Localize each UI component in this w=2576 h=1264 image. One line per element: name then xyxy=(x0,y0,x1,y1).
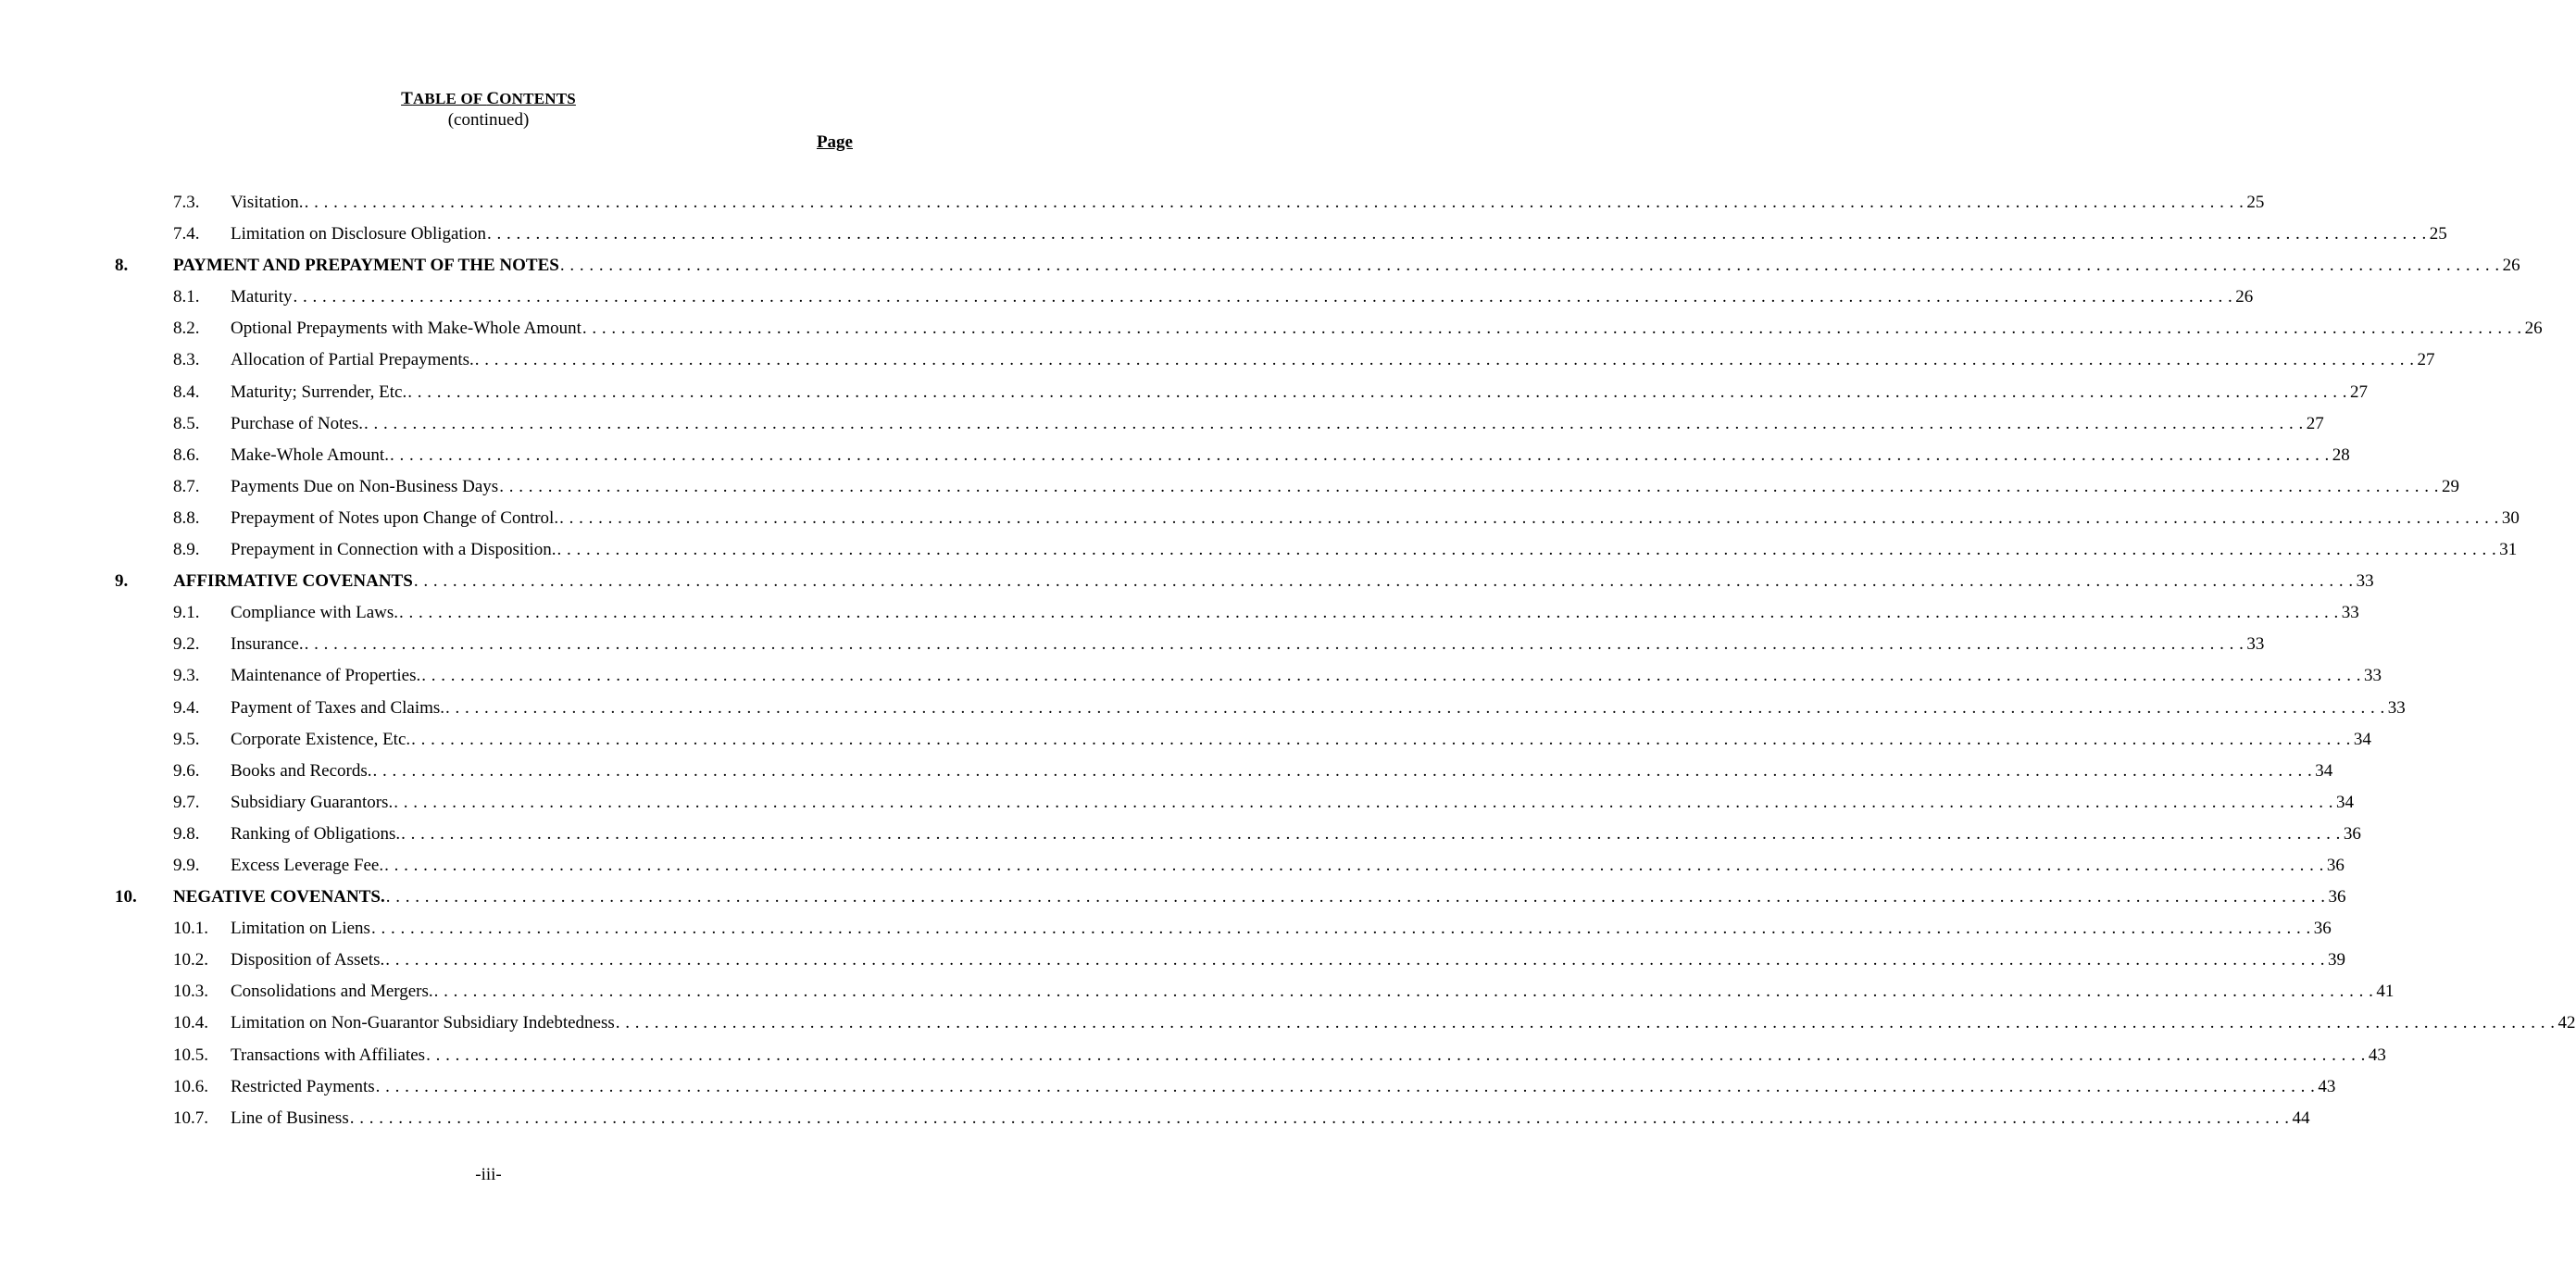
toc-dot-leader: . . . . . . . . . . . . . . . . . . . . . . . . . . . . . . . . . . . . . . . . . . . . . . . . . . . . . . . . . . . . . . . . . . . . . . . . . . . . . . . . . . . . . . . . . . . . . . . . . . . . . . . . . . . . . . . . . . . . . . . . . . . . . . . . . . . . . . . . . . . . . . . . . . . . . . . . . . . . . . . . . . . . . . . . . . . . . . . . . . . . . . . . . . . . . . . . . . . . . . . . xyxy=(499,476,2439,496)
toc-dot-leader: . . . . . . . . . . . . . . . . . . . . . . . . . . . . . . . . . . . . . . . . . . . . . . . . . . . . . . . . . . . . . . . . . . . . . . . . . . . . . . . . . . . . . . . . . . . . . . . . . . . . . . . . . . . . . . . . . . . . . . . . . . . . . . . . . . . . . . . . . . . . . . . . . . . . . . . . . . . . . . . . . . . . . . . . . . . . . . . . . . . . . . . . . . . . . . . . . . . . . . . . xyxy=(401,823,2341,844)
toc-list xyxy=(0,187,2576,1134)
toc-entry-page: 26 xyxy=(2502,256,2520,276)
toc-subsection-row[interactable] xyxy=(0,629,2265,660)
toc-entry-title: Disposition of Assets. xyxy=(231,950,385,970)
toc-entry-page: 30 xyxy=(2501,507,2520,528)
toc-entry-page: 33 xyxy=(2341,603,2359,623)
toc-entry-number: 8.5. xyxy=(173,413,200,433)
toc-entry-page: 36 xyxy=(2328,887,2346,907)
toc-entry-title: Payment of Taxes and Claims. xyxy=(231,697,445,718)
toc-subsection-row[interactable] xyxy=(0,344,2435,376)
toc-entry-number: 8.8. xyxy=(173,507,200,528)
toc-entry-number: 9.3. xyxy=(173,666,200,686)
toc-subsection-row[interactable] xyxy=(0,471,2459,503)
toc-section-row[interactable] xyxy=(0,250,2520,282)
toc-subsection-row[interactable] xyxy=(0,913,2332,945)
toc-entry xyxy=(173,566,2374,597)
toc-entry-number: 10.2. xyxy=(173,950,208,970)
toc-entry-page: 34 xyxy=(2315,760,2333,781)
toc-entry-page: 42 xyxy=(2557,1013,2576,1033)
toc-subsection-row[interactable] xyxy=(0,693,2406,724)
toc-dot-leader: . . . . . . . . . . . . . . . . . . . . . . . . . . . . . . . . . . . . . . . . . . . . . . . . . . . . . . . . . . . . . . . . . . . . . . . . . . . . . . . . . . . . . . . . . . . . . . . . . . . . . . . . . . . . . . . . . . . . . . . . . . . . . . . . . . . . . . . . . . . . . . . . . . . . . . . . . . . . . . . . . . . . . . . . . . . . . . . . . . . . . . . . . . . . . . . . . . . . . . . . xyxy=(581,319,2522,339)
toc-entry xyxy=(231,819,2361,850)
toc-subsection-row[interactable] xyxy=(0,1040,2386,1071)
toc-subsection-row[interactable] xyxy=(0,408,2324,440)
toc-entry-title: Make-Whole Amount. xyxy=(231,444,389,465)
toc-entry-page: 36 xyxy=(2313,919,2332,939)
toc-entry-number: 9. xyxy=(115,571,129,592)
toc-entry-number: 8.1. xyxy=(173,287,200,307)
toc-subsection-row[interactable] xyxy=(0,976,2395,1007)
toc-entry xyxy=(231,597,2359,629)
toc-entry-page: 25 xyxy=(2429,224,2447,244)
toc-subsection-row[interactable] xyxy=(0,597,2359,629)
toc-subsection-row[interactable] xyxy=(0,1071,2336,1103)
toc-entry-title: Optional Prepayments with Make-Whole Amount xyxy=(231,319,581,339)
toc-entry xyxy=(231,408,2324,440)
toc-entry xyxy=(231,1007,2576,1039)
toc-dot-leader: . . . . . . . . . . . . . . . . . . . . . . . . . . . . . . . . . . . . . . . . . . . . . . . . . . . . . . . . . . . . . . . . . . . . . . . . . . . . . . . . . . . . . . . . . . . . . . . . . . . . . . . . . . . . . . . . . . . . . . . . . . . . . . . . . . . . . . . . . . . . . . . . . . . . . . . . . . . . . . . . . . . . . . . . . . . . . . . . . . . . . . . . . . . . . . . . . . . . . . . . xyxy=(385,950,2326,970)
toc-entry-number: 8.9. xyxy=(173,540,200,560)
toc-subsection-row[interactable] xyxy=(0,187,2265,219)
toc-title-initial-c: C xyxy=(486,89,500,108)
toc-subsection-row[interactable] xyxy=(0,787,2354,819)
toc-entry-number: 10.5. xyxy=(173,1045,208,1065)
toc-entry-title: AFFIRMATIVE COVENANTS xyxy=(173,571,413,592)
toc-entry-page: 28 xyxy=(2332,444,2350,465)
toc-entry-title: Ranking of Obligations. xyxy=(231,823,401,844)
toc-subsection-row[interactable] xyxy=(0,1007,2576,1039)
toc-subsection-row[interactable] xyxy=(0,219,2447,250)
toc-entry-number: 8.2. xyxy=(173,319,200,339)
toc-entry xyxy=(231,724,2371,756)
toc-dot-leader: . . . . . . . . . . . . . . . . . . . . . . . . . . . . . . . . . . . . . . . . . . . . . . . . . . . . . . . . . . . . . . . . . . . . . . . . . . . . . . . . . . . . . . . . . . . . . . . . . . . . . . . . . . . . . . . . . . . . . . . . . . . . . . . . . . . . . . . . . . . . . . . . . . . . . . . . . . . . . . . . . . . . . . . . . . . . . . . . . . . . . . . . . . . . . . . . . . . . . . . . xyxy=(389,444,2330,465)
toc-entry xyxy=(231,976,2395,1007)
toc-entry-number: 8.3. xyxy=(173,350,200,370)
toc-entry xyxy=(231,282,2254,313)
toc-entry-number: 10.3. xyxy=(173,982,208,1002)
toc-subsection-row[interactable] xyxy=(0,724,2371,756)
toc-entry-page: 34 xyxy=(2353,729,2371,749)
toc-entry-page: 31 xyxy=(2499,540,2518,560)
toc-dot-leader: . . . . . . . . . . . . . . . . . . . . . . . . . . . . . . . . . . . . . . . . . . . . . . . . . . . . . . . . . . . . . . . . . . . . . . . . . . . . . . . . . . . . . . . . . . . . . . . . . . . . . . . . . . . . . . . . . . . . . . . . . . . . . . . . . . . . . . . . . . . . . . . . . . . . . . . . . . . . . . . . . . . . . . . . . . . . . . . . . . . . . . . . . . . . . . . . . . . . . . . . xyxy=(364,413,2304,433)
toc-subsection-row[interactable] xyxy=(0,282,2254,313)
toc-dot-leader: . . . . . . . . . . . . . . . . . . . . . . . . . . . . . . . . . . . . . . . . . . . . . . . . . . . . . . . . . . . . . . . . . . . . . . . . . . . . . . . . . . . . . . . . . . . . . . . . . . . . . . . . . . . . . . . . . . . . . . . . . . . . . . . . . . . . . . . . . . . . . . . . . . . . . . . . . . . . . . . . . . . . . . . . . . . . . . . . . . . . . . . . . . . . . . . . . . . . . . . . xyxy=(411,729,2351,749)
toc-dot-leader: . . . . . . . . . . . . . . . . . . . . . . . . . . . . . . . . . . . . . . . . . . . . . . . . . . . . . . . . . . . . . . . . . . . . . . . . . . . . . . . . . . . . . . . . . . . . . . . . . . . . . . . . . . . . . . . . . . . . . . . . . . . . . . . . . . . . . . . . . . . . . . . . . . . . . . . . . . . . . . . . . . . . . . . . . . . . . . . . . . . . . . . . . . . . . . . . . . . . . . . . xyxy=(487,224,2427,244)
toc-entry-page: 33 xyxy=(2246,634,2265,655)
toc-entry-page: 26 xyxy=(2524,319,2543,339)
toc-dot-leader: . . . . . . . . . . . . . . . . . . . . . . . . . . . . . . . . . . . . . . . . . . . . . . . . . . . . . . . . . . . . . . . . . . . . . . . . . . . . . . . . . . . . . . . . . . . . . . . . . . . . . . . . . . . . . . . . . . . . . . . . . . . . . . . . . . . . . . . . . . . . . . . . . . . . . . . . . . . . . . . . . . . . . . . . . . . . . . . . . . . . . . . . . . . . . . . . . . . . . . . . xyxy=(559,507,2499,528)
toc-entry xyxy=(231,1103,2310,1134)
toc-entry-page: 27 xyxy=(2417,350,2435,370)
page-column-label: Page xyxy=(816,132,853,152)
toc-entry-title: Subsidiary Guarantors. xyxy=(231,792,394,812)
toc-entry-number: 9.4. xyxy=(173,697,200,718)
toc-subsection-row[interactable] xyxy=(0,503,2520,534)
toc-entry-number: 8.6. xyxy=(173,444,200,465)
toc-entry-number: 10. xyxy=(115,887,137,907)
toc-entry-title: Limitation on Disclosure Obligation xyxy=(231,224,486,244)
toc-entry-title: Insurance. xyxy=(231,634,304,655)
toc-entry-number: 9.7. xyxy=(173,792,200,812)
toc-entry-title: Consolidations and Mergers. xyxy=(231,982,433,1002)
toc-entry xyxy=(231,1071,2336,1103)
toc-dot-leader: . . . . . . . . . . . . . . . . . . . . . . . . . . . . . . . . . . . . . . . . . . . . . . . . . . . . . . . . . . . . . . . . . . . . . . . . . . . . . . . . . . . . . . . . . . . . . . . . . . . . . . . . . . . . . . . . . . . . . . . . . . . . . . . . . . . . . . . . . . . . . . . . . . . . . . . . . . . . . . . . . . . . . . . . . . . . . . . . . . . . . . . . . . . . . . . . . . . . . . . . xyxy=(370,919,2311,939)
toc-entry xyxy=(231,344,2435,376)
toc-entry-number: 8.4. xyxy=(173,382,200,402)
toc-entry xyxy=(231,1040,2386,1071)
toc-entry-page: 33 xyxy=(2356,571,2374,592)
page-number: -iii- xyxy=(475,1165,502,1184)
toc-dot-leader: . . . . . . . . . . . . . . . . . . . . . . . . . . . . . . . . . . . . . . . . . . . . . . . . . . . . . . . . . . . . . . . . . . . . . . . . . . . . . . . . . . . . . . . . . . . . . . . . . . . . . . . . . . . . . . . . . . . . . . . . . . . . . . . . . . . . . . . . . . . . . . . . . . . . . . . . . . . . . . . . . . . . . . . . . . . . . . . . . . . . . . . . . . . . . . . . . . . . . . . . xyxy=(349,1108,2290,1128)
toc-entry-title: Corporate Existence, Etc. xyxy=(231,729,411,749)
toc-title-initial-t: T xyxy=(401,89,413,108)
toc-entry-title: Maturity xyxy=(231,287,293,307)
toc-dot-leader: . . . . . . . . . . . . . . . . . . . . . . . . . . . . . . . . . . . . . . . . . . . . . . . . . . . . . . . . . . . . . . . . . . . . . . . . . . . . . . . . . . . . . . . . . . . . . . . . . . . . . . . . . . . . . . . . . . . . . . . . . . . . . . . . . . . . . . . . . . . . . . . . . . . . . . . . . . . . . . . . . . . . . . . . . . . . . . . . . . . . . . . . . . . . . . . . . . . . . . . . xyxy=(372,760,2313,781)
toc-entry xyxy=(231,440,2350,471)
toc-title-part-1: ABLE OF xyxy=(412,90,487,107)
toc-dot-leader: . . . . . . . . . . . . . . . . . . . . . . . . . . . . . . . . . . . . . . . . . . . . . . . . . . . . . . . . . . . . . . . . . . . . . . . . . . . . . . . . . . . . . . . . . . . . . . . . . . . . . . . . . . . . . . . . . . . . . . . . . . . . . . . . . . . . . . . . . . . . . . . . . . . . . . . . . . . . . . . . . . . . . . . . . . . . . . . . . . . . . . . . . . . . . . . . . . . . . . . . xyxy=(426,1045,2366,1065)
toc-entry-title: Maintenance of Properties. xyxy=(231,666,421,686)
toc-entry xyxy=(231,534,2518,566)
toc-entry-title: Maturity; Surrender, Etc. xyxy=(231,382,407,402)
toc-entry-title: NEGATIVE COVENANTS. xyxy=(173,887,385,907)
toc-entry-page: 33 xyxy=(2387,697,2406,718)
toc-entry-title: Payments Due on Non-Business Days xyxy=(231,476,499,496)
toc-dot-leader: . . . . . . . . . . . . . . . . . . . . . . . . . . . . . . . . . . . . . . . . . . . . . . . . . . . . . . . . . . . . . . . . . . . . . . . . . . . . . . . . . . . . . . . . . . . . . . . . . . . . . . . . . . . . . . . . . . . . . . . . . . . . . . . . . . . . . . . . . . . . . . . . . . . . . . . . . . . . . . . . . . . . . . . . . . . . . . . . . . . . . . . . . . . . . . . . . . . . . . . . xyxy=(399,603,2339,623)
toc-entry-number: 9.9. xyxy=(173,855,200,875)
toc-entry xyxy=(231,313,2543,344)
toc-subsection-row[interactable] xyxy=(0,850,2345,882)
toc-dot-leader: . . . . . . . . . . . . . . . . . . . . . . . . . . . . . . . . . . . . . . . . . . . . . . . . . . . . . . . . . . . . . . . . . . . . . . . . . . . . . . . . . . . . . . . . . . . . . . . . . . . . . . . . . . . . . . . . . . . . . . . . . . . . . . . . . . . . . . . . . . . . . . . . . . . . . . . . . . . . . . . . . . . . . . . . . . . . . . . . . . . . . . . . . . . . . . . . . . . . . . . . xyxy=(304,634,2245,655)
toc-entry-number: 10.1. xyxy=(173,919,208,939)
toc-entry-number: 9.2. xyxy=(173,634,200,655)
toc-subsection-row[interactable] xyxy=(0,945,2346,976)
toc-subtitle: (continued) xyxy=(447,110,530,130)
toc-entry-title: Limitation on Liens xyxy=(231,919,370,939)
toc-entry-number: 10.7. xyxy=(173,1108,208,1128)
toc-entry-title: Allocation of Partial Prepayments. xyxy=(231,350,474,370)
toc-entry-page: 44 xyxy=(2292,1108,2310,1128)
toc-entry xyxy=(173,250,2520,282)
toc-entry-page: 27 xyxy=(2306,413,2324,433)
toc-entry-title: Excess Leverage Fee. xyxy=(231,855,384,875)
toc-entry-title: Compliance with Laws. xyxy=(231,603,398,623)
toc-entry-title: Transactions with Affiliates xyxy=(231,1045,426,1065)
toc-title-part-2: ONTENTS xyxy=(499,90,576,107)
toc-dot-leader: . . . . . . . . . . . . . . . . . . . . . . . . . . . . . . . . . . . . . . . . . . . . . . . . . . . . . . . . . . . . . . . . . . . . . . . . . . . . . . . . . . . . . . . . . . . . . . . . . . . . . . . . . . . . . . . . . . . . . . . . . . . . . . . . . . . . . . . . . . . . . . . . . . . . . . . . . . . . . . . . . . . . . . . . . . . . . . . . . . . . . . . . . . . . . . . . . . . . . . . . xyxy=(559,256,2500,276)
toc-entry-number: 9.1. xyxy=(173,603,200,623)
toc-entry-page: 36 xyxy=(2343,823,2361,844)
toc-entry xyxy=(231,377,2368,408)
toc-subsection-row[interactable] xyxy=(0,377,2368,408)
toc-entry-number: 7.3. xyxy=(173,193,200,212)
toc-entry xyxy=(231,913,2332,945)
toc-entry-title: Line of Business xyxy=(231,1108,349,1128)
toc-dot-leader: . . . . . . . . . . . . . . . . . . . . . . . . . . . . . . . . . . . . . . . . . . . . . . . . . . . . . . . . . . . . . . . . . . . . . . . . . . . . . . . . . . . . . . . . . . . . . . . . . . . . . . . . . . . . . . . . . . . . . . . . . . . . . . . . . . . . . . . . . . . . . . . . . . . . . . . . . . . . . . . . . . . . . . . . . . . . . . . . . . . . . . . . . . . . . . . . . . . . . . . . xyxy=(474,350,2415,370)
toc-subsection-row[interactable] xyxy=(0,819,2361,850)
toc-subsection-row[interactable] xyxy=(0,660,2382,692)
toc-entry xyxy=(231,503,2520,534)
toc-entry-number: 10.6. xyxy=(173,1076,208,1096)
toc-section-row[interactable] xyxy=(0,882,2346,913)
toc-entry-title: Books and Records. xyxy=(231,760,372,781)
toc-entry-page: 27 xyxy=(2350,382,2368,402)
toc-entry xyxy=(231,850,2345,882)
toc-dot-leader: . . . . . . . . . . . . . . . . . . . . . . . . . . . . . . . . . . . . . . . . . . . . . . . . . . . . . . . . . . . . . . . . . . . . . . . . . . . . . . . . . . . . . . . . . . . . . . . . . . . . . . . . . . . . . . . . . . . . . . . . . . . . . . . . . . . . . . . . . . . . . . . . . . . . . . . . . . . . . . . . . . . . . . . . . . . . . . . . . . . . . . . . . . . . . . . . . . . . . . . . xyxy=(421,666,2361,686)
toc-dot-leader: . . . . . . . . . . . . . . . . . . . . . . . . . . . . . . . . . . . . . . . . . . . . . . . . . . . . . . . . . . . . . . . . . . . . . . . . . . . . . . . . . . . . . . . . . . . . . . . . . . . . . . . . . . . . . . . . . . . . . . . . . . . . . . . . . . . . . . . . . . . . . . . . . . . . . . . . . . . . . . . . . . . . . . . . . . . . . . . . . . . . . . . . . . . . . . . . . . . . . . . . xyxy=(556,540,2497,560)
toc-entry xyxy=(231,629,2265,660)
toc-entry-page: 26 xyxy=(2235,287,2254,307)
toc-dot-leader: . . . . . . . . . . . . . . . . . . . . . . . . . . . . . . . . . . . . . . . . . . . . . . . . . . . . . . . . . . . . . . . . . . . . . . . . . . . . . . . . . . . . . . . . . . . . . . . . . . . . . . . . . . . . . . . . . . . . . . . . . . . . . . . . . . . . . . . . . . . . . . . . . . . . . . . . . . . . . . . . . . . . . . . . . . . . . . . . . . . . . . . . . . . . . . . . . . . . . . . . xyxy=(433,982,2374,1002)
toc-entry-page: 43 xyxy=(2318,1076,2336,1096)
toc-section-row[interactable] xyxy=(0,566,2374,597)
toc-entry-number: 8.7. xyxy=(173,476,200,496)
toc-subsection-row[interactable] xyxy=(0,440,2350,471)
toc-entry xyxy=(231,693,2406,724)
toc-entry xyxy=(231,756,2333,787)
toc-entry-title: Visitation. xyxy=(231,193,304,212)
toc-dot-leader: . . . . . . . . . . . . . . . . . . . . . . . . . . . . . . . . . . . . . . . . . . . . . . . . . . . . . . . . . . . . . . . . . . . . . . . . . . . . . . . . . . . . . . . . . . . . . . . . . . . . . . . . . . . . . . . . . . . . . . . . . . . . . . . . . . . . . . . . . . . . . . . . . . . . . . . . . . . . . . . . . . . . . . . . . . . . . . . . . . . . . . . . . . . . . . . . . . . . . . . . xyxy=(304,193,2245,212)
toc-dot-leader: . . . . . . . . . . . . . . . . . . . . . . . . . . . . . . . . . . . . . . . . . . . . . . . . . . . . . . . . . . . . . . . . . . . . . . . . . . . . . . . . . . . . . . . . . . . . . . . . . . . . . . . . . . . . . . . . . . . . . . . . . . . . . . . . . . . . . . . . . . . . . . . . . . . . . . . . . . . . . . . . . . . . . . . . . . . . . . . . . . . . . . . . . . . . . . . . . . . . . . . . xyxy=(615,1013,2556,1033)
toc-entry-title: Limitation on Non-Guarantor Subsidiary Indebtedness xyxy=(231,1013,615,1033)
toc-subsection-row[interactable] xyxy=(0,1103,2310,1134)
toc-entry-page: 36 xyxy=(2326,855,2345,875)
toc-dot-leader: . . . . . . . . . . . . . . . . . . . . . . . . . . . . . . . . . . . . . . . . . . . . . . . . . . . . . . . . . . . . . . . . . . . . . . . . . . . . . . . . . . . . . . . . . . . . . . . . . . . . . . . . . . . . . . . . . . . . . . . . . . . . . . . . . . . . . . . . . . . . . . . . . . . . . . . . . . . . . . . . . . . . . . . . . . . . . . . . . . . . . . . . . . . . . . . . . . . . . . . . xyxy=(384,855,2324,875)
toc-entry-title: Prepayment of Notes upon Change of Control. xyxy=(231,507,559,528)
toc-entry-page: 43 xyxy=(2368,1045,2386,1065)
toc-entry-page: 33 xyxy=(2363,666,2382,686)
toc-entry xyxy=(231,187,2265,219)
toc-dot-leader: . . . . . . . . . . . . . . . . . . . . . . . . . . . . . . . . . . . . . . . . . . . . . . . . . . . . . . . . . . . . . . . . . . . . . . . . . . . . . . . . . . . . . . . . . . . . . . . . . . . . . . . . . . . . . . . . . . . . . . . . . . . . . . . . . . . . . . . . . . . . . . . . . . . . . . . . . . . . . . . . . . . . . . . . . . . . . . . . . . . . . . . . . . . . . . . . . . . . . . . . xyxy=(413,571,2354,592)
toc-entry-page: 25 xyxy=(2246,193,2265,212)
toc-entry-number: 8. xyxy=(115,256,129,276)
toc-entry-page: 39 xyxy=(2328,950,2346,970)
toc-entry-page: 41 xyxy=(2376,982,2395,1002)
toc-entry-title: Prepayment in Connection with a Disposition. xyxy=(231,540,556,560)
toc-entry-title: Purchase of Notes. xyxy=(231,413,363,433)
toc-entry-number: 10.4. xyxy=(173,1013,208,1033)
toc-dot-leader: . . . . . . . . . . . . . . . . . . . . . . . . . . . . . . . . . . . . . . . . . . . . . . . . . . . . . . . . . . . . . . . . . . . . . . . . . . . . . . . . . . . . . . . . . . . . . . . . . . . . . . . . . . . . . . . . . . . . . . . . . . . . . . . . . . . . . . . . . . . . . . . . . . . . . . . . . . . . . . . . . . . . . . . . . . . . . . . . . . . . . . . . . . . . . . . . . . . . . . . . xyxy=(445,697,2385,718)
toc-entry-number: 9.8. xyxy=(173,823,200,844)
toc-entry-number: 9.6. xyxy=(173,760,200,781)
toc-entry-number: 9.5. xyxy=(173,729,200,749)
toc-entry xyxy=(231,660,2382,692)
toc-entry-title: PAYMENT AND PREPAYMENT OF THE NOTES xyxy=(173,256,559,276)
toc-subsection-row[interactable] xyxy=(0,534,2518,566)
toc-entry xyxy=(231,471,2459,503)
toc-subsection-row[interactable] xyxy=(0,313,2543,344)
toc-entry-page: 34 xyxy=(2335,792,2354,812)
toc-title xyxy=(0,89,977,109)
toc-dot-leader: . . . . . . . . . . . . . . . . . . . . . . . . . . . . . . . . . . . . . . . . . . . . . . . . . . . . . . . . . . . . . . . . . . . . . . . . . . . . . . . . . . . . . . . . . . . . . . . . . . . . . . . . . . . . . . . . . . . . . . . . . . . . . . . . . . . . . . . . . . . . . . . . . . . . . . . . . . . . . . . . . . . . . . . . . . . . . . . . . . . . . . . . . . . . . . . . . . . . . . . . xyxy=(385,887,2326,907)
toc-dot-leader: . . . . . . . . . . . . . . . . . . . . . . . . . . . . . . . . . . . . . . . . . . . . . . . . . . . . . . . . . . . . . . . . . . . . . . . . . . . . . . . . . . . . . . . . . . . . . . . . . . . . . . . . . . . . . . . . . . . . . . . . . . . . . . . . . . . . . . . . . . . . . . . . . . . . . . . . . . . . . . . . . . . . . . . . . . . . . . . . . . . . . . . . . . . . . . . . . . . . . . . . xyxy=(293,287,2233,307)
toc-entry-title: Restricted Payments xyxy=(231,1076,375,1096)
toc-dot-leader: . . . . . . . . . . . . . . . . . . . . . . . . . . . . . . . . . . . . . . . . . . . . . . . . . . . . . . . . . . . . . . . . . . . . . . . . . . . . . . . . . . . . . . . . . . . . . . . . . . . . . . . . . . . . . . . . . . . . . . . . . . . . . . . . . . . . . . . . . . . . . . . . . . . . . . . . . . . . . . . . . . . . . . . . . . . . . . . . . . . . . . . . . . . . . . . . . . . . . . . . xyxy=(375,1076,2316,1096)
toc-entry xyxy=(173,882,2346,913)
toc-subsection-row[interactable] xyxy=(0,756,2333,787)
toc-entry xyxy=(231,945,2346,976)
toc-entry xyxy=(231,787,2354,819)
toc-entry-number: 7.4. xyxy=(173,224,200,244)
toc-entry-page: 29 xyxy=(2441,476,2459,496)
toc-entry xyxy=(231,219,2447,250)
toc-dot-leader: . . . . . . . . . . . . . . . . . . . . . . . . . . . . . . . . . . . . . . . . . . . . . . . . . . . . . . . . . . . . . . . . . . . . . . . . . . . . . . . . . . . . . . . . . . . . . . . . . . . . . . . . . . . . . . . . . . . . . . . . . . . . . . . . . . . . . . . . . . . . . . . . . . . . . . . . . . . . . . . . . . . . . . . . . . . . . . . . . . . . . . . . . . . . . . . . . . . . . . . . xyxy=(407,382,2347,402)
toc-dot-leader: . . . . . . . . . . . . . . . . . . . . . . . . . . . . . . . . . . . . . . . . . . . . . . . . . . . . . . . . . . . . . . . . . . . . . . . . . . . . . . . . . . . . . . . . . . . . . . . . . . . . . . . . . . . . . . . . . . . . . . . . . . . . . . . . . . . . . . . . . . . . . . . . . . . . . . . . . . . . . . . . . . . . . . . . . . . . . . . . . . . . . . . . . . . . . . . . . . . . . . . . xyxy=(394,792,2333,812)
